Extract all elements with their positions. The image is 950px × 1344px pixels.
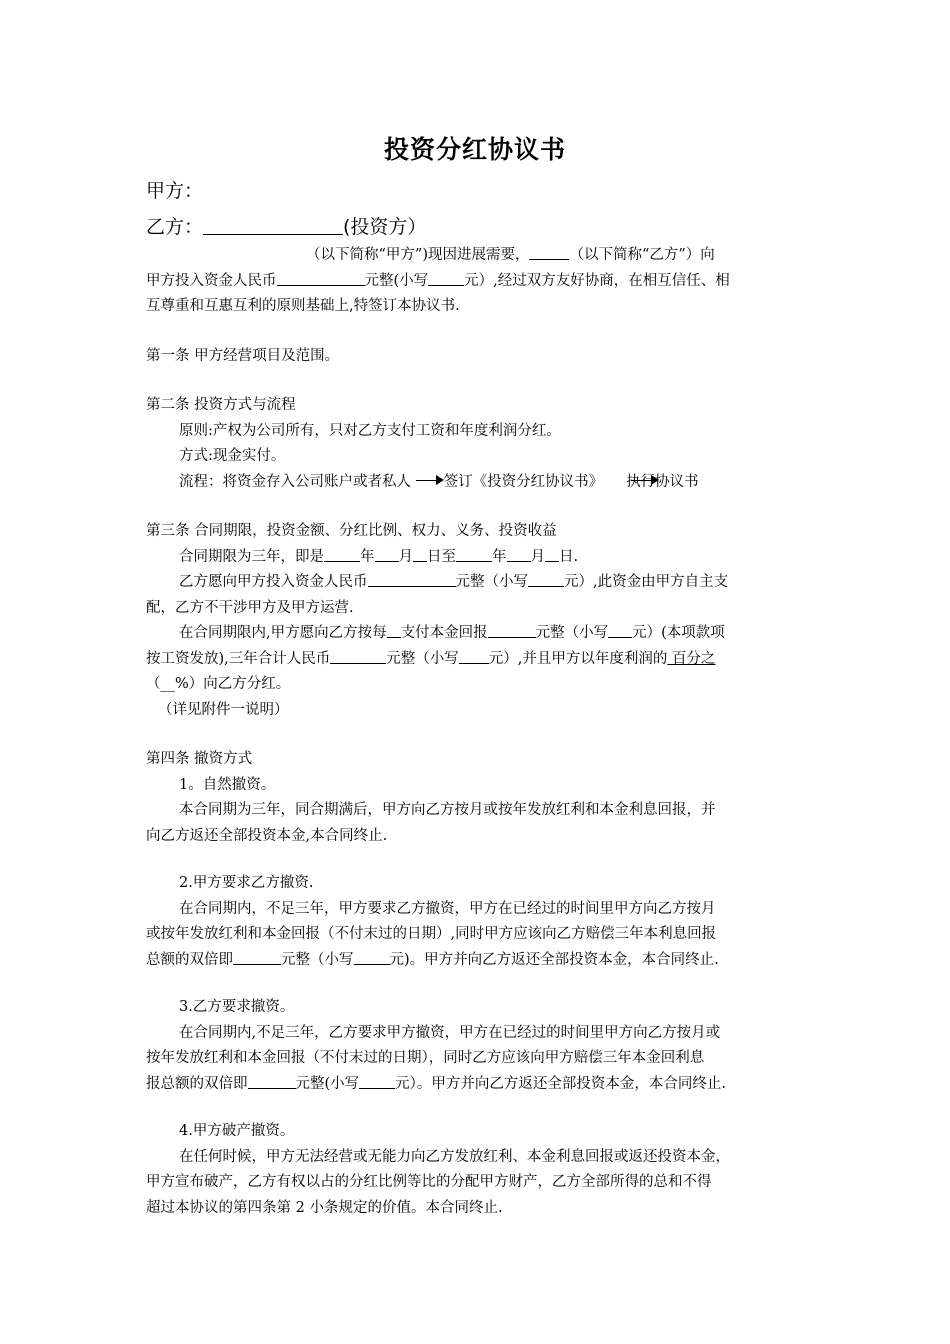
- blank: [277, 269, 365, 286]
- blank: [545, 545, 559, 562]
- article-4-s1-title: 1。自然撤资。: [179, 776, 276, 793]
- article-4-s1-body-cont: 向乙方返还全部投资本金,本合同终止.: [146, 827, 388, 844]
- blank: [354, 948, 390, 965]
- party-a-text: 甲方：: [146, 180, 204, 202]
- blank: [608, 621, 632, 638]
- article-1-heading: 第一条 甲方经营项目及范围。: [146, 347, 340, 364]
- article-3-pay-cont: 按工资发放),三年合计人民币 元整（小写 元）,并且甲方以年度利润的 百分之: [146, 647, 808, 673]
- arrow-icon: [631, 474, 659, 486]
- article-3-invest-cont: 配，乙方不干涉甲方及甲方运营.: [146, 599, 354, 616]
- article-3-note: （详见附件一说明）: [158, 701, 289, 718]
- blank: [330, 647, 386, 664]
- article-4-s4-body: 在任何时候，甲方无法经营或无能力向乙方发放红利、本金利息回报或返还投资本金，: [179, 1148, 730, 1165]
- article-4-s3-body-3: 报总额的双倍即 元整(小写 元）。甲方并向乙方返还全部投资本金，本合同终止.: [146, 1072, 808, 1098]
- blank: [456, 545, 492, 562]
- article-4-s3-body-2: 按年发放红利和本金回报（不付末过的日期），同时乙方应该向甲方赔偿三年本金回利息: [146, 1050, 705, 1066]
- article-2-method: 方式:现金实付。: [179, 448, 286, 464]
- party-a-label: [146, 176, 203, 203]
- party-b-prefix: 乙方：: [146, 216, 204, 238]
- blank: [488, 621, 536, 638]
- article-2-heading: 第二条 投资方式与流程: [146, 397, 296, 413]
- article-2-principle: 原则:产权为公司所有，只对乙方支付工资和年度利润分红。: [179, 422, 561, 439]
- article-3-term: 合同期限为三年，即是 年 月 日至 年 月 日.: [146, 545, 808, 571]
- article-4-s3-title: 3.乙方要求撤资。: [179, 999, 295, 1015]
- article-2-process: 流程：将资金存入公司账户或者私人 签订《投资分红协议书》 执行协议书: [179, 473, 699, 490]
- article-4-s4-body-2: 甲方宣布破产，乙方有权以占的分红比例等比的分配甲方财产，乙方全部所得的总和不得: [146, 1174, 712, 1190]
- arrow-icon: [416, 474, 444, 486]
- blank: [528, 570, 564, 587]
- blank: [529, 243, 569, 260]
- blank: [233, 948, 281, 965]
- article-4-heading: 第四条 撤资方式: [146, 751, 253, 767]
- blank: [375, 545, 399, 562]
- document-title: 投资分红协议书: [383, 135, 566, 164]
- article-3-pay-share: （__%）向乙方分红。: [146, 676, 291, 692]
- blank: [248, 1072, 296, 1089]
- agreement-body: [146, 243, 808, 1221]
- article-4-s1-body: 本合同期为三年，同合期满后，甲方向乙方按月或按年发放红利和本金利息回报，并: [179, 802, 716, 818]
- blank: [428, 269, 464, 286]
- blank: [413, 545, 427, 562]
- blank: [459, 647, 489, 664]
- party-b-blank: [203, 216, 343, 235]
- article-3-pay: 在合同期限内,甲方愿向乙方按每 支付本金回报 元整（小写 元）(本项款项: [146, 621, 808, 647]
- article-4-s4-body-3: 超过本协议的第四条第 2 小条规定的价值。本合同终止.: [146, 1199, 503, 1216]
- article-3-heading: 第三条 合同期限，投资金额、分红比例、权力、义务、投资收益: [146, 523, 557, 539]
- party-b-label: [146, 212, 426, 239]
- blank: [387, 621, 401, 638]
- intro-line-2: 甲方投入资金人民币 元整(小写 元）,经过双方友好协商，在相互信任、相: [146, 269, 808, 295]
- article-3-invest: 乙方愿向甲方投入资金人民币 元整（小写 元）,此资金由甲方自主支: [146, 570, 808, 596]
- blank: [324, 545, 360, 562]
- article-4-s2-body: 在合同期内，不足三年，甲方要求乙方撤资，甲方在已经过的时间里甲方向乙方按月: [179, 900, 716, 917]
- article-4-s2-title: 2.甲方要求乙方撤资.: [179, 875, 314, 891]
- intro-line-1: （以下简称“甲方”)现因进展需要， （以下简称“乙方”）向: [146, 243, 808, 269]
- blank: [368, 570, 456, 587]
- article-4-s2-body-3: 总额的双倍即 元整（小写 元)。甲方并向乙方返还全部投资本金，本合同终止.: [146, 948, 808, 974]
- party-b-suffix: (投资方）: [343, 216, 427, 238]
- blank: [359, 1072, 395, 1089]
- article-4-s3-body: 在合同期内,不足三年，乙方要求甲方撤资，甲方在已经过的时间里甲方向乙方按月或: [179, 1024, 721, 1041]
- blank: [507, 545, 531, 562]
- article-4-s2-body-2: 或按年发放红利和本金回报（不付末过的日期）,同时甲方应该向乙方赔偿三年本利息回报: [146, 926, 717, 942]
- intro-line-3: 互尊重和互惠互利的原则基础上,特签订本协议书.: [146, 298, 460, 314]
- article-4-s4-title: 4.甲方破产撤资。: [179, 1123, 295, 1139]
